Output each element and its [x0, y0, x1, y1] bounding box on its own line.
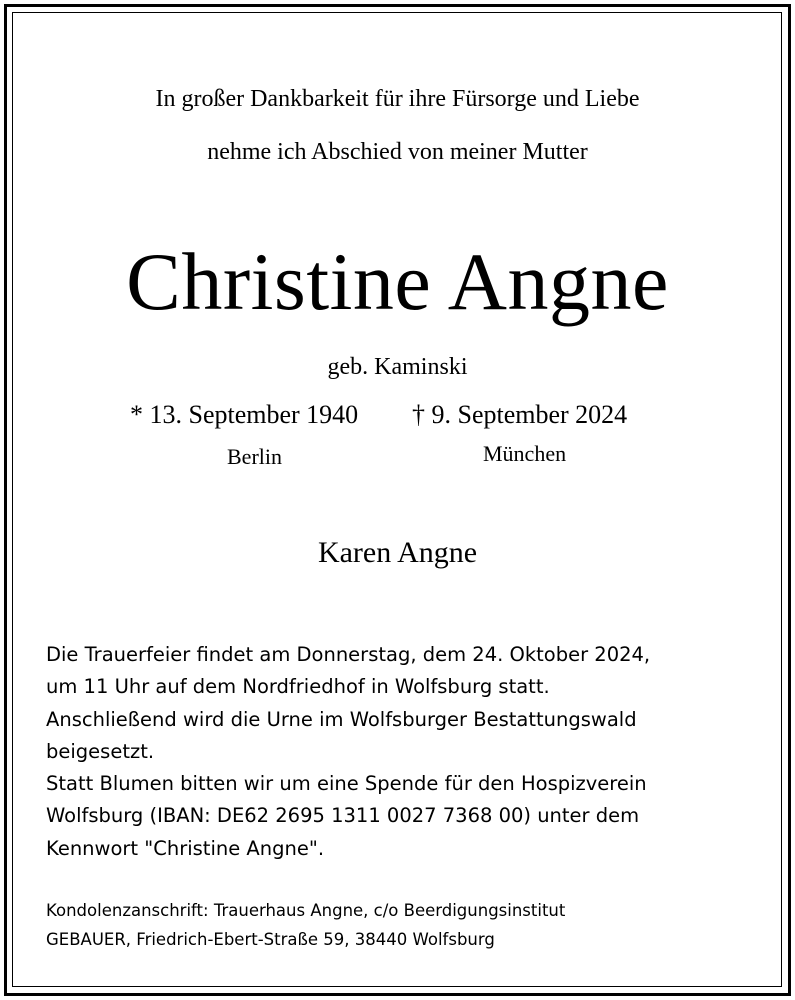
death-date: † 9. September 2024 [412, 400, 628, 429]
intro-line-2: nehme ich Abschied von meiner Mutter [207, 139, 588, 165]
funeral-line: Wolfsburg (IBAN: DE62 2695 1311 0027 7368 00) unter dem [46, 804, 640, 828]
funeral-line: Statt Blumen bitten wir um eine Spende für den Hospizverein [46, 772, 647, 796]
condolence-address [46, 896, 766, 954]
birth-place: Berlin [227, 444, 282, 469]
address-line: GEBAUER, Friedrich-Ebert-Straße 59, 38440 Wolfsburg [46, 930, 495, 949]
funeral-line: beigesetzt. [46, 739, 155, 763]
funeral-line: Anschließend wird die Urne im Wolfsburger Bestattungswald [46, 707, 637, 731]
death-place: München [483, 441, 567, 466]
maiden-name: geb. Kaminski [327, 354, 468, 380]
funeral-line: Die Trauerfeier findet am Donnerstag, dem 24. Oktober 2024, [46, 643, 651, 666]
deceased-name: Christine Angne [126, 236, 669, 327]
mourner-name: Karen Angne [317, 536, 478, 569]
funeral-line: Kennwort "Christine Angne". [46, 836, 325, 860]
intro-line-1: In großer Dankbarkeit für ihre Fürsorge und Liebe [155, 86, 640, 112]
funeral-line: um 11 Uhr auf dem Nordfriedhof in Wolfsburg statt. [46, 675, 550, 699]
funeral-notice [46, 639, 766, 865]
birth-date: * 13. September 1940 [130, 400, 359, 429]
address-line: Kondolenzanschrift: Trauerhaus Angne, c/o Beerdigungsinstitut [46, 901, 566, 920]
